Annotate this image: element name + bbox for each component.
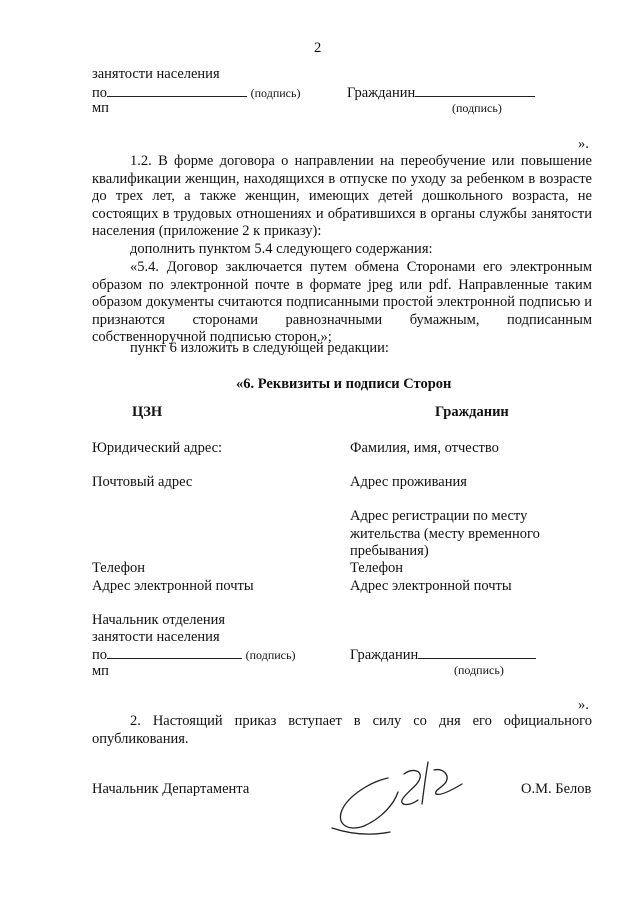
paragraph-2: 2. Настоящий приказ вступает в силу со дня его официального опубликования. <box>92 713 592 747</box>
top-citizen-label: Гражданин <box>347 85 416 101</box>
left-sign-line <box>92 646 295 664</box>
top-by-prefix: по <box>92 85 108 101</box>
top-org-line: занятости населения <box>92 66 220 82</box>
paragraph-point-6: пункт 6 изложить в следующей редакции: <box>130 340 389 356</box>
right-email: Адрес электронной почты <box>350 578 512 594</box>
right-citizen-label: Гражданин <box>350 647 419 663</box>
top-citizen-line <box>347 84 535 102</box>
top-closing-quote: ». <box>578 136 589 152</box>
left-by-prefix: по <box>92 647 108 663</box>
right-citizen-blank <box>418 646 536 659</box>
closing-quote-2: ». <box>578 697 589 713</box>
right-header: Гражданин <box>435 404 509 420</box>
handwritten-signature <box>330 748 500 838</box>
top-citizen-blank <box>415 84 535 97</box>
paragraph-1-2: 1.2. В форме договора о направлении на переобучение или повышение квалификации женщин, находящихся в отпуске по уходу за ребенком в возрасте до трех лет, а также женщин, имеющих детей дошкольного возраста, не состоящих в трудовых отношениях и обратившихся в органы службы занятости населения (приложение 2 к приказу): <box>92 153 592 240</box>
left-head-line1: Начальник отделения <box>92 612 226 628</box>
signature-position: Начальник Департамента <box>92 781 250 797</box>
right-phone: Телефон <box>350 560 403 576</box>
top-sign-blank <box>107 84 247 97</box>
left-postal-address: Почтовый адрес <box>92 474 193 490</box>
right-registration: Адрес регистрации по месту жительства (месту временного пребывания) <box>350 508 540 560</box>
top-sign-label: (подпись) <box>250 86 301 100</box>
top-sign-line <box>92 84 300 102</box>
left-head-line2: занятости населения <box>92 629 220 645</box>
left-sign-label: (подпись) <box>245 648 296 662</box>
signature-name: О.М. Белов <box>521 781 592 797</box>
top-seal: мп <box>92 100 109 116</box>
left-seal: мп <box>92 663 109 679</box>
right-residence: Адрес проживания <box>350 474 467 490</box>
paragraph-5-4: «5.4. Договор заключается путем обмена Сторонами его электронным образом по электронной почте в формате jpeg или pdf. Направленные таким образом документы считаются подписанными простой электронной подписью и признаются сторонами равнозначными бумажным, подписанным собственноручной подписью сторон.»; <box>92 259 592 346</box>
top-citizen-sign-label: (подпись) <box>452 101 502 115</box>
left-email: Адрес электронной почты <box>92 578 254 594</box>
left-sign-blank <box>107 646 242 659</box>
right-sign-label: (подпись) <box>454 663 504 677</box>
left-phone: Телефон <box>92 560 145 576</box>
right-citizen-line <box>350 646 536 664</box>
paragraph-add-point: дополнить пунктом 5.4 следующего содержания: <box>130 241 433 257</box>
right-full-name: Фамилия, имя, отчество <box>350 440 499 456</box>
left-header: ЦЗН <box>132 404 163 420</box>
section-title: «6. Реквизиты и подписи Сторон <box>236 376 452 392</box>
left-legal-address: Юридический адрес: <box>92 440 223 456</box>
page-number: 2 <box>314 40 322 56</box>
